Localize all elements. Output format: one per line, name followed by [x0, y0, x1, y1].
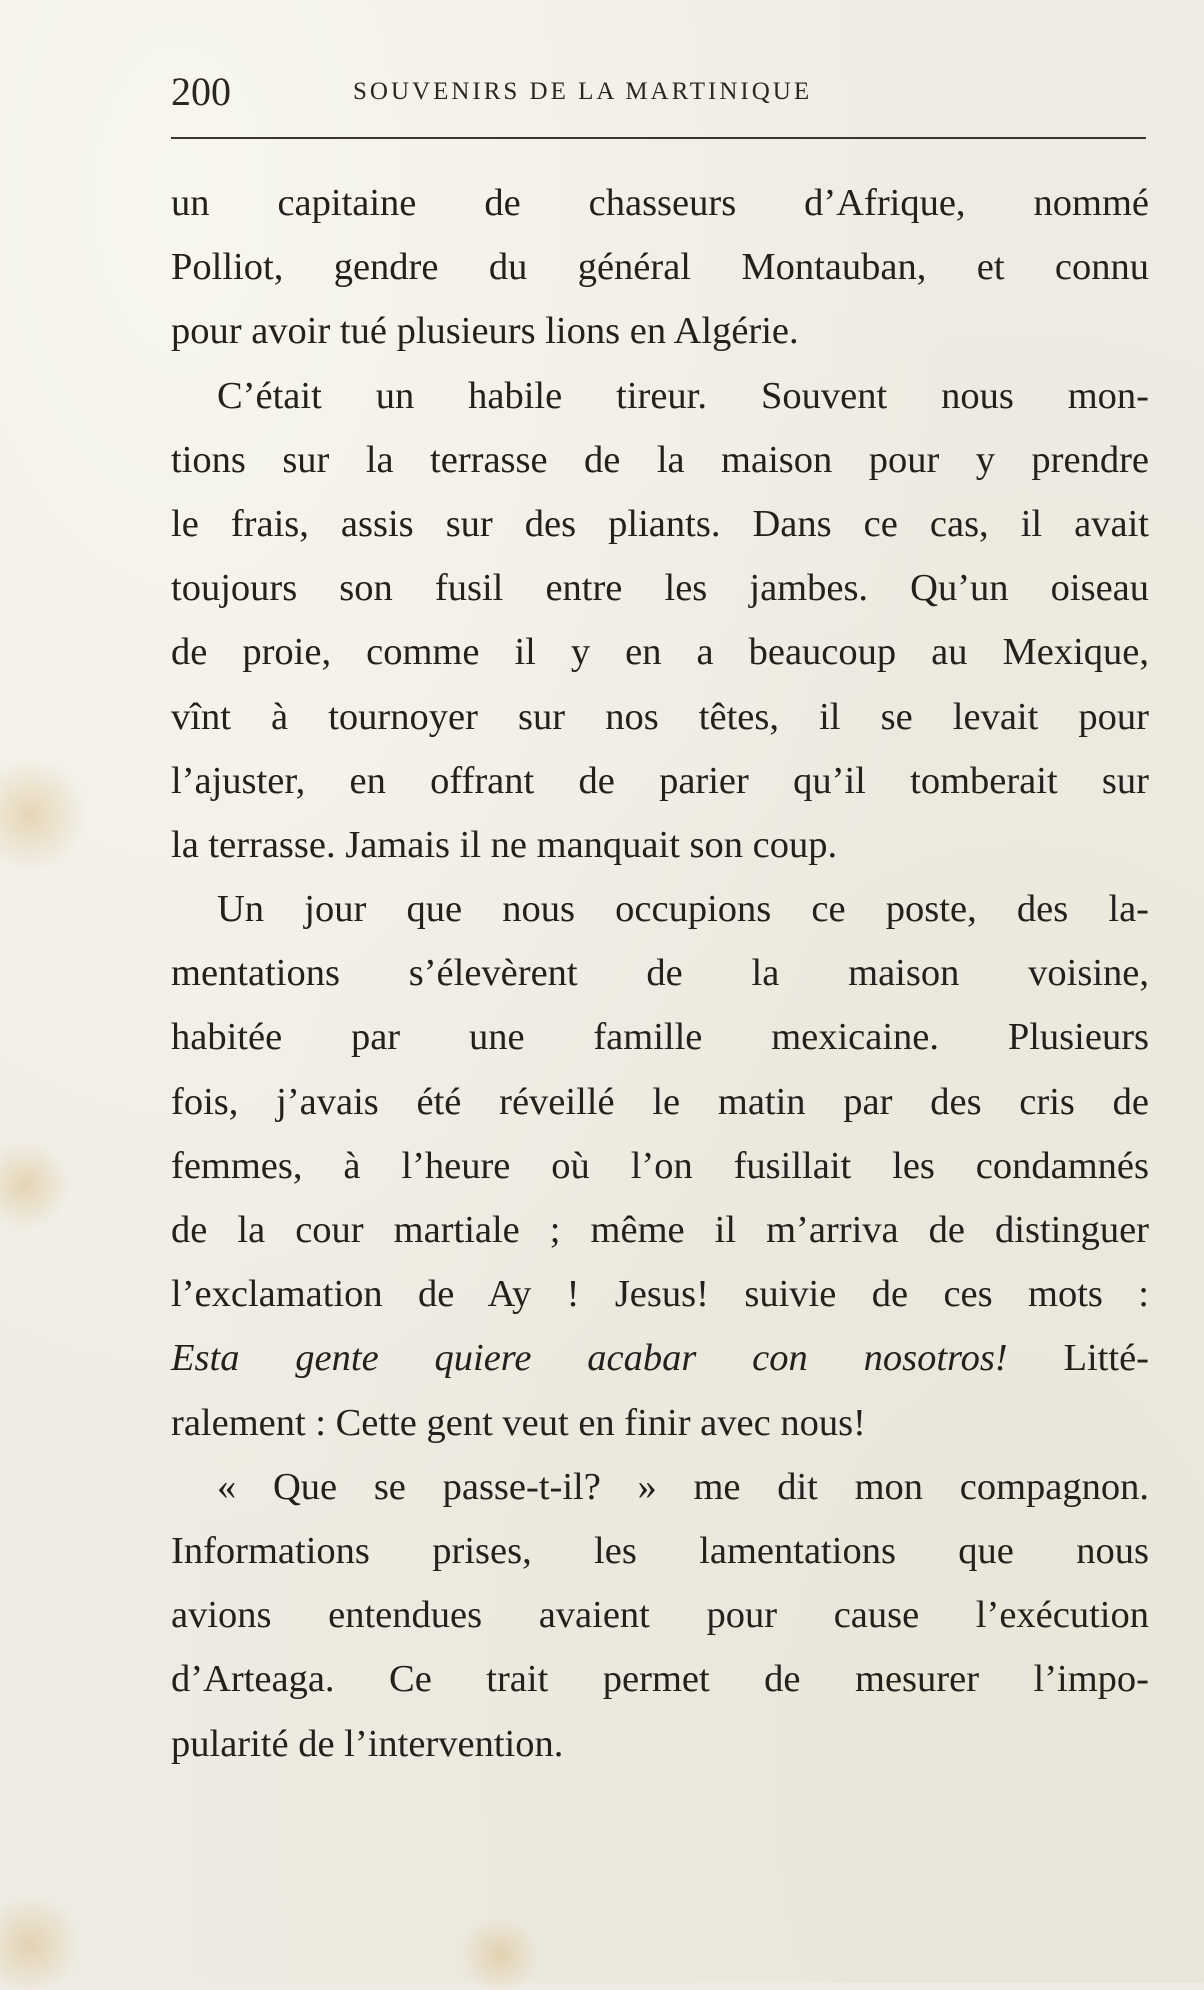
text-line: vînt à tournoyer sur nos têtes, il se levait pour — [171, 695, 1149, 738]
header-rule — [171, 137, 1146, 139]
foxing-stain — [0, 1140, 70, 1230]
foxing-stain — [0, 1900, 85, 1990]
text-line: « Que se passe-t-il? » me dit mon compagnon. — [217, 1465, 1149, 1508]
text-line: tions sur la terrasse de la maison pour y prendre — [171, 438, 1149, 481]
text-line: avions entendues avaient pour cause l’exécution — [171, 1594, 1149, 1637]
page-number: 200 — [171, 69, 231, 114]
text-line: Un jour que nous occupions ce poste, des la- — [217, 888, 1149, 931]
text-line: le frais, assis sur des pliants. Dans ce cas, il avait — [171, 502, 1149, 545]
text-line: habitée par une famille mexicaine. Plusieurs — [171, 1016, 1149, 1059]
foxing-stain — [455, 1920, 545, 1990]
text-line: Informations prises, les lamentations que nous — [171, 1529, 1149, 1572]
text-line: pularité de l’intervention. — [171, 1722, 564, 1765]
text-line: l’ajuster, en offrant de parier qu’il tomberait sur — [171, 759, 1149, 802]
page-header — [171, 62, 1151, 122]
text-line: d’Arteaga. Ce trait permet de mesurer l’impo- — [171, 1658, 1149, 1701]
text-line: fois, j’avais été réveillé le matin par des cris de — [171, 1080, 1149, 1123]
text-line: l’exclamation de Ay ! Jesus! suivie de ces mots : — [171, 1273, 1149, 1316]
text-line: mentations s’élevèrent de la maison voisine, — [171, 952, 1149, 995]
text-line: de proie, comme il y en a beaucoup au Mexique, — [171, 631, 1149, 674]
italic-quote: Esta gente quiere acabar con nosotros! — [171, 1337, 1008, 1380]
text-line: un capitaine de chasseurs d’Afrique, nommé — [171, 182, 1149, 224]
running-title: SOUVENIRS DE LA MARTINIQUE — [353, 78, 813, 105]
text-fragment: Litté- — [1007, 1337, 1149, 1380]
text-line: femmes, à l’heure où l’on fusillait les condamnés — [171, 1144, 1149, 1187]
text-line: la terrasse. Jamais il ne manquait son coup. — [171, 823, 838, 866]
text-line: ralement : Cette gent veut en finir avec nous! — [171, 1401, 866, 1444]
text-line: pour avoir tué plusieurs lions en Algérie. — [171, 310, 799, 353]
body-text — [171, 171, 1149, 1776]
text-line: de la cour martiale ; même il m’arriva de distinguer — [171, 1209, 1149, 1251]
text-line-with-italic — [171, 1326, 1149, 1390]
text-line: toujours son fusil entre les jambes. Qu’un oiseau — [171, 567, 1149, 610]
text-line: C’était un habile tireur. Souvent nous mon- — [217, 374, 1149, 417]
text-line: Polliot, gendre du général Montauban, et connu — [171, 246, 1149, 289]
foxing-stain — [0, 760, 90, 870]
